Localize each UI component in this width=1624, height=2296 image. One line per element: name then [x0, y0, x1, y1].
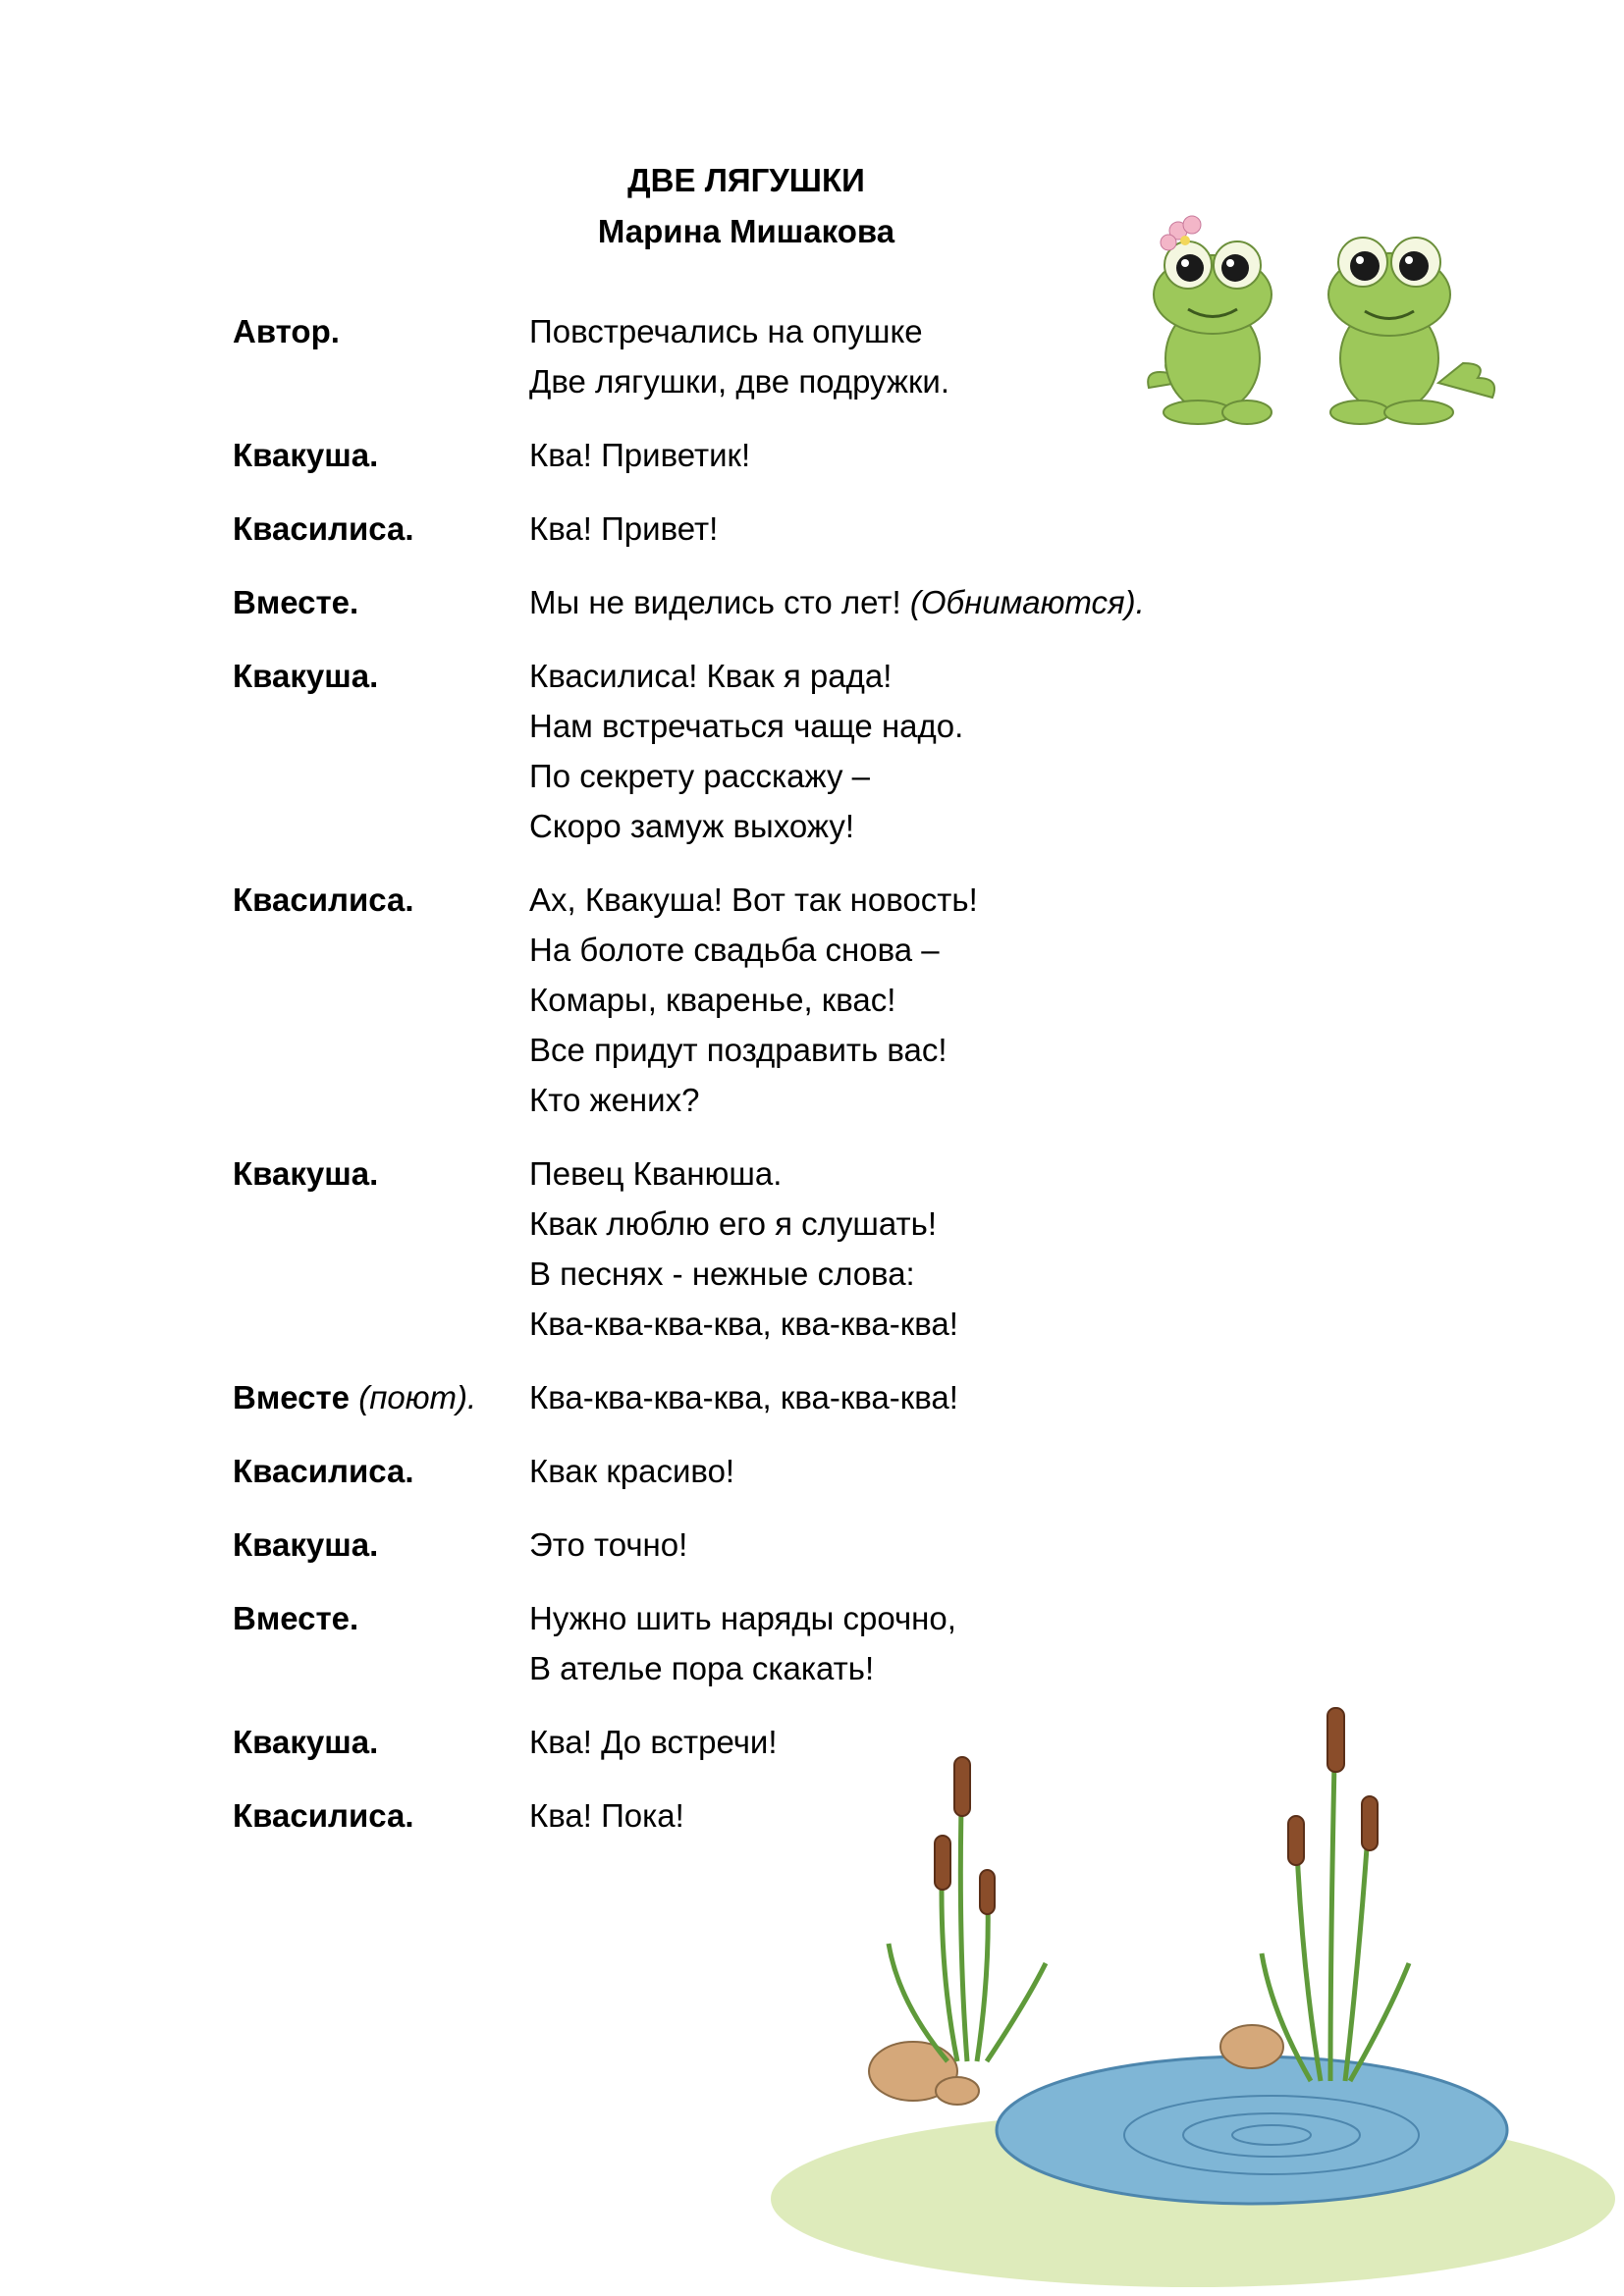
dialogue-lines [529, 875, 978, 1125]
speaker-name: Квасилиса. [233, 1797, 414, 1834]
dialogue-line: Ква! Привет! [529, 510, 719, 547]
dialogue-line: Комары, кваренье, квас! [529, 982, 896, 1018]
dialogue-lines [529, 1790, 684, 1841]
script-row [233, 577, 1313, 627]
dialogue-line: Ква! Пока! [529, 1797, 684, 1834]
dialogue-line: В ателье пора скакать! [529, 1650, 875, 1686]
speaker-name: Квакуша. [233, 1155, 379, 1192]
script-row [233, 1593, 1313, 1693]
speaker-name: Автор. [233, 313, 340, 349]
dialogue-line: Скоро замуж выхожу! [529, 808, 854, 844]
dialogue-text: Мы не виделись сто лет! [529, 584, 910, 620]
script-row [233, 875, 1313, 1125]
dialogue-line: В песнях - нежные слова: [529, 1255, 915, 1292]
speaker-name [233, 1372, 529, 1422]
play-script [233, 306, 1313, 1864]
speaker-name: Квакуша. [233, 658, 379, 694]
dialogue-line: Нужно шить наряды срочно, [529, 1600, 956, 1636]
stage-direction: (Обнимаются). [909, 584, 1145, 620]
speaker-name: Квакуша. [233, 1526, 379, 1563]
speaker-name: Квакуша. [233, 437, 379, 473]
dialogue-line: Квак красиво! [529, 1453, 735, 1489]
dialogue-lines [529, 1372, 958, 1422]
speaker-name: Вместе. [233, 584, 359, 620]
script-row [233, 430, 1313, 480]
dialogue-line: Квак люблю его я слушать! [529, 1205, 937, 1242]
dialogue-line: По секрету расскажу – [529, 758, 870, 794]
speaker-name: Квасилиса. [233, 510, 414, 547]
speaker-name: Квакуша. [233, 1724, 379, 1760]
dialogue-lines [529, 651, 963, 851]
script-row [233, 504, 1313, 554]
dialogue-lines [529, 430, 750, 480]
speaker-label: Вместе [233, 1379, 351, 1415]
dialogue-line: Ква-ква-ква-ква, ква-ква-ква! [529, 1379, 958, 1415]
play-title: ДВЕ ЛЯГУШКИ [627, 162, 865, 198]
speaker-note: (поют). [358, 1379, 477, 1415]
pond-illustration [702, 1688, 1624, 2296]
dialogue-line: Нам встречаться чаще надо. [529, 708, 964, 744]
dialogue-line: Ква! Приветик! [529, 437, 751, 473]
script-row [233, 651, 1313, 851]
script-row [233, 1148, 1313, 1349]
dialogue-line: Две лягушки, две подружки. [529, 363, 950, 400]
dialogue-line: Кто жених? [529, 1082, 700, 1118]
frogs-illustration [1139, 211, 1502, 432]
speaker-name: Квасилиса. [233, 881, 414, 918]
dialogue-line: Это точно! [529, 1526, 688, 1563]
script-row [233, 1446, 1313, 1496]
script-row [233, 1520, 1313, 1570]
dialogue-lines [529, 1148, 958, 1349]
speaker-name: Квасилиса. [233, 1453, 414, 1489]
dialogue-line: Повстречались на опушке [529, 313, 923, 349]
dialogue-line: На болоте свадьба снова – [529, 932, 940, 968]
dialogue-line: Ах, Квакуша! Вот так новость! [529, 881, 978, 918]
speaker-name: Вместе. [233, 1600, 359, 1636]
dialogue-line: Квасилиса! Квак я рада! [529, 658, 893, 694]
author-name: Марина Мишакова [597, 213, 895, 249]
dialogue-lines [529, 504, 718, 554]
dialogue-lines [529, 1593, 956, 1693]
script-row [233, 1372, 1313, 1422]
frog-right [1328, 238, 1494, 424]
dialogue-line: Певец Кванюша. [529, 1155, 783, 1192]
dialogue-lines [529, 1446, 734, 1496]
dialogue-line: Ква! До встречи! [529, 1724, 778, 1760]
frog-left [1148, 216, 1272, 424]
dialogue-line [529, 577, 1145, 627]
dialogue-lines [529, 306, 949, 406]
dialogue-line: Ква-ква-ква-ква, ква-ква-ква! [529, 1306, 958, 1342]
dialogue-lines [529, 577, 1145, 627]
dialogue-line: Все придут поздравить вас! [529, 1032, 947, 1068]
dialogue-lines [529, 1520, 687, 1570]
